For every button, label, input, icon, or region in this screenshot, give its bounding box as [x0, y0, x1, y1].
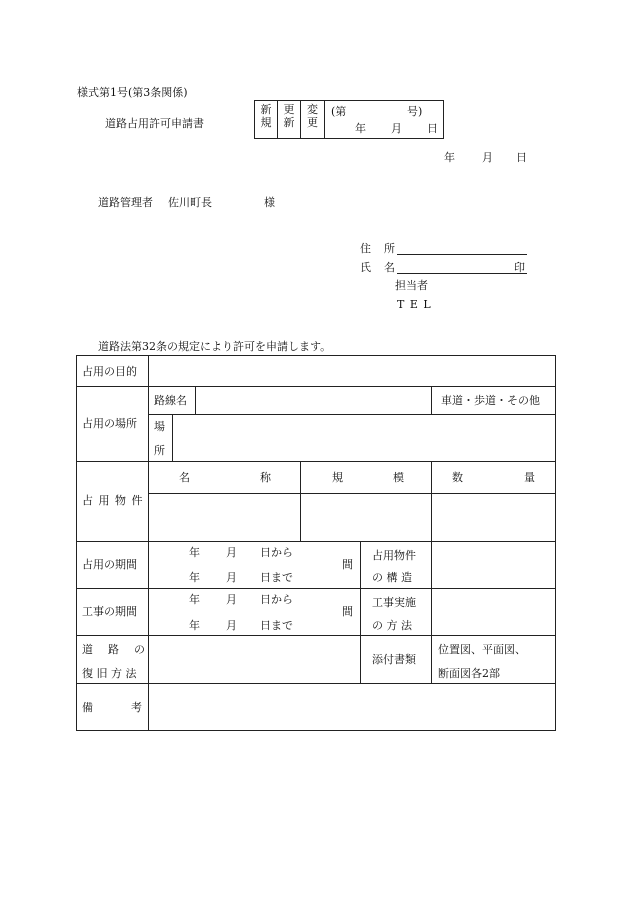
- location-field[interactable]: [173, 415, 555, 461]
- occ-from-year: 年: [189, 546, 200, 559]
- date-day: 日: [516, 151, 527, 164]
- purpose-label: 占用の目的: [82, 365, 137, 378]
- road-type-options[interactable]: 車道・歩道・その他: [441, 394, 540, 407]
- attachments-value-2: 断面図各2部: [438, 667, 500, 680]
- restore-label-1b: 路: [108, 643, 119, 656]
- tel-label: T E L: [397, 298, 432, 311]
- work-method-label-2: の 方 法: [372, 619, 412, 632]
- address-label-2: 所: [384, 242, 395, 255]
- contact-label: 担当者: [395, 279, 428, 292]
- type-change-label: 変更: [307, 103, 318, 129]
- route-name-field[interactable]: [196, 387, 431, 414]
- form-number: 様式第1号(第3条関係): [77, 86, 188, 99]
- col-scale-1: 規: [332, 471, 343, 484]
- location-label-1: 場: [154, 420, 165, 433]
- place-label: 占用の場所: [82, 417, 137, 430]
- form-title: 道路占用許可申請書: [105, 117, 204, 130]
- type-renew-label: 更新: [283, 103, 295, 129]
- col-name-2: 称: [260, 471, 271, 484]
- col-scale-2: 模: [393, 471, 404, 484]
- work-between: 間: [342, 605, 353, 618]
- addressee-honorific: 様: [264, 196, 275, 209]
- date-month: 月: [482, 151, 493, 164]
- type-change[interactable]: [301, 101, 325, 138]
- work-from-day: 日から: [260, 593, 293, 606]
- work-to-year: 年: [189, 619, 200, 632]
- address-field[interactable]: [397, 241, 527, 255]
- object-scale-field[interactable]: [301, 494, 431, 541]
- work-from-month: 月: [226, 593, 237, 606]
- remarks-label-1: 備: [82, 701, 93, 714]
- address-label-1: 住: [360, 242, 371, 255]
- restore-method-field[interactable]: [149, 636, 360, 683]
- col-name-1: 名: [179, 471, 190, 484]
- work-to-month: 月: [226, 619, 237, 632]
- location-label-2: 所: [154, 444, 165, 457]
- number-close: 号): [407, 105, 423, 118]
- route-name-label: 路線名: [154, 394, 187, 407]
- remarks-label-2: 考: [131, 701, 142, 714]
- structure-label-2: の 構 造: [372, 571, 412, 584]
- name-label-2: 名: [384, 261, 395, 274]
- attachments-value-1: 位置図、平面図、: [438, 643, 526, 656]
- application-type-box: [254, 100, 444, 139]
- stamp-month: 月: [391, 122, 402, 135]
- name-label-1: 氏: [360, 261, 371, 274]
- attachments-label: 添付書類: [372, 653, 416, 666]
- remarks-field[interactable]: [149, 684, 555, 730]
- col-qty-1: 数: [452, 471, 463, 484]
- application-table: [76, 355, 556, 731]
- occ-to-month: 月: [226, 571, 237, 584]
- type-new[interactable]: [255, 101, 278, 138]
- addressee-name: 佐川町長: [168, 196, 212, 209]
- stamp-day: 日: [427, 122, 438, 135]
- structure-label-1: 占用物件: [372, 549, 416, 562]
- intro-text: 道路法第32条の規定により許可を申請します。: [98, 340, 332, 353]
- work-method-label-1: 工事実施: [372, 596, 416, 609]
- object-name-field[interactable]: [149, 494, 300, 541]
- work-period-label: 工事の期間: [82, 605, 137, 618]
- permit-number-area[interactable]: [325, 101, 443, 138]
- date-year: 年: [444, 151, 455, 164]
- occ-from-month: 月: [226, 546, 237, 559]
- occ-to-day: 日まで: [260, 571, 293, 584]
- seal-mark: 印: [514, 261, 525, 274]
- work-method-field[interactable]: [432, 589, 555, 635]
- occ-between: 間: [342, 558, 353, 571]
- occ-to-year: 年: [189, 571, 200, 584]
- work-from-year: 年: [189, 593, 200, 606]
- number-open: (第: [331, 105, 347, 118]
- type-renew[interactable]: [278, 101, 301, 138]
- work-to-day: 日まで: [260, 619, 293, 632]
- occ-from-day: 日から: [260, 546, 293, 559]
- stamp-year: 年: [355, 122, 366, 135]
- structure-field[interactable]: [432, 542, 555, 588]
- addressee-label: 道路管理者: [98, 196, 153, 209]
- restore-label-1a: 道: [82, 643, 93, 656]
- restore-label-1c: の: [134, 643, 145, 656]
- object-qty-field[interactable]: [432, 494, 555, 541]
- objects-label: 占 用 物 件: [82, 494, 144, 507]
- purpose-field[interactable]: [149, 356, 555, 386]
- occupancy-period-label: 占用の期間: [82, 558, 137, 571]
- col-qty-2: 量: [524, 471, 535, 484]
- name-field[interactable]: [397, 260, 527, 274]
- restore-label-2: 復 旧 方 法: [82, 667, 137, 680]
- type-new-label: 新規: [260, 103, 272, 129]
